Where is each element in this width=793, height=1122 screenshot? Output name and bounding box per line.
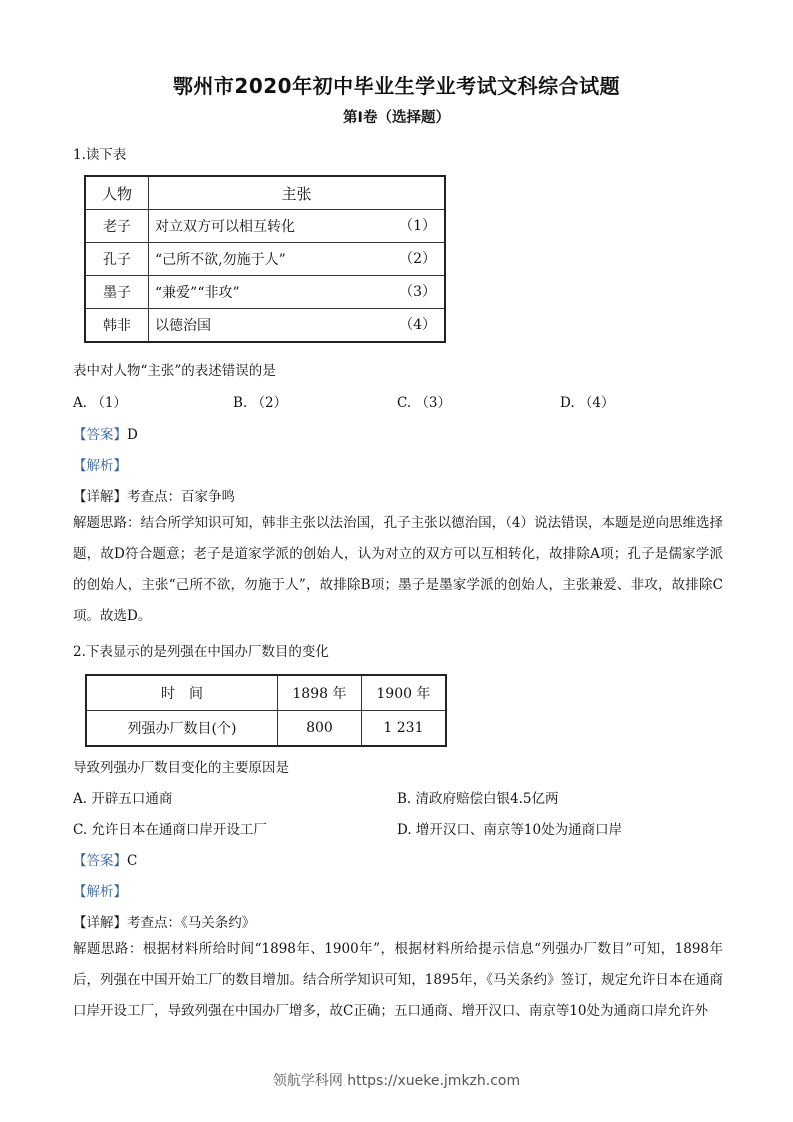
answer-tag: 【答案】 (73, 853, 127, 869)
q1-stem: 1.读下表 (73, 147, 127, 163)
q2-answer (73, 849, 137, 869)
table-row (85, 309, 445, 343)
claim-text: 对立双方可以相互转化 (155, 219, 295, 235)
claim-number: （1） (399, 218, 436, 234)
table-cell: 列强办厂数目(个) (86, 711, 278, 747)
q2-explanation: 解题思路：根据材料所给时间“1898年、1900年”，根据材料所给提示信息“列强办厂数目”可知，1898年后，列强在中国开始工厂的数目增加。结合所学知识可知，1895年，《马关条约》签订，规定允许日本在通商口岸开设工厂，导致列强在中国办厂增多，故C正确；五口通商、增开汉口、南京等10处为通商口岸允许外 (73, 941, 723, 1019)
claim-text: “己所不欲,勿施于人” (155, 252, 286, 268)
table-cell-claim (149, 210, 446, 243)
q2-option-b[interactable]: B. 清政府赔偿白银4.5亿两 (397, 791, 559, 807)
claim-number: （2） (399, 251, 436, 267)
q2-option-c[interactable]: C. 允许日本在通商口岸开设工厂 (73, 822, 267, 838)
table-cell: 1 231 (361, 711, 446, 747)
table-cell: 800 (278, 711, 362, 747)
q1-question: 表中对人物“主张”的表述错误的是 (73, 363, 276, 379)
section-title: 第Ⅰ卷（选择题） (343, 110, 450, 126)
page-title: 鄂州市2020年初中毕业生学业考试文科综合试题 (172, 74, 621, 98)
q2-stem: 2.下表显示的是列强在中国办厂数目的变化 (73, 644, 329, 660)
table-header-person: 人物 (85, 176, 149, 210)
q2-detail: 【详解】考查点：《马关条约》 (73, 915, 256, 931)
q1-detail: 【详解】考查点：百家争鸣 (73, 489, 235, 505)
claim-text: “兼爱”“非攻” (155, 285, 240, 301)
q1-analysis-tag: 【解析】 (73, 458, 127, 474)
q1-option-a[interactable]: A. （1） (73, 395, 127, 411)
table-header-row (85, 176, 445, 210)
table-cell-person: 孔子 (85, 243, 149, 276)
table-cell-claim (149, 309, 446, 343)
q1-table (84, 175, 446, 343)
q2-option-a[interactable]: A. 开辟五口通商 (73, 791, 173, 807)
table-cell-claim (149, 276, 446, 309)
q2-option-d[interactable]: D. 增开汉口、南京等10处为通商口岸 (397, 822, 623, 838)
table-row (86, 711, 446, 747)
footer-watermark: 领航学科网 https://xueke.jmkzh.com (272, 1073, 521, 1089)
table-cell: 时 间 (86, 675, 278, 711)
table-cell: 1900 年 (361, 675, 446, 711)
table-row (86, 675, 446, 711)
answer-value: C (127, 853, 138, 869)
table-row (85, 210, 445, 243)
q1-option-d[interactable]: D. （4） (560, 395, 615, 411)
claim-number: （4） (399, 317, 436, 333)
q2-table (85, 674, 447, 747)
table-cell-person: 韩非 (85, 309, 149, 343)
claim-number: （3） (399, 284, 436, 300)
table-row (85, 276, 445, 309)
answer-tag: 【答案】 (73, 427, 127, 443)
table-cell: 1898 年 (278, 675, 362, 711)
table-header-claim: 主张 (149, 176, 446, 210)
q1-answer (73, 423, 138, 443)
table-row (85, 243, 445, 276)
q2-question: 导致列强办厂数目变化的主要原因是 (73, 760, 289, 776)
table-cell-person: 老子 (85, 210, 149, 243)
claim-text: 以德治国 (155, 318, 211, 334)
table-cell-claim (149, 243, 446, 276)
q1-explanation: 解题思路：结合所学知识可知，韩非主张以法治国，孔子主张以德治国，（4）说法错误，本题是逆向思维选择题，故D符合题意；老子是道家学派的创始人，认为对立的双方可以互相转化，故排除A项；孔子是儒家学派的创始人，主张“己所不欲，勿施于人”，故排除B项；墨子是墨家学派的创始人，主张兼爱、非攻，故排除C项。故选D。 (73, 515, 723, 624)
q2-analysis-tag: 【解析】 (73, 884, 127, 900)
q1-option-c[interactable]: C. （3） (397, 395, 452, 411)
table-cell-person: 墨子 (85, 276, 149, 309)
q1-option-b[interactable]: B. （2） (233, 395, 288, 411)
answer-value: D (127, 427, 138, 443)
